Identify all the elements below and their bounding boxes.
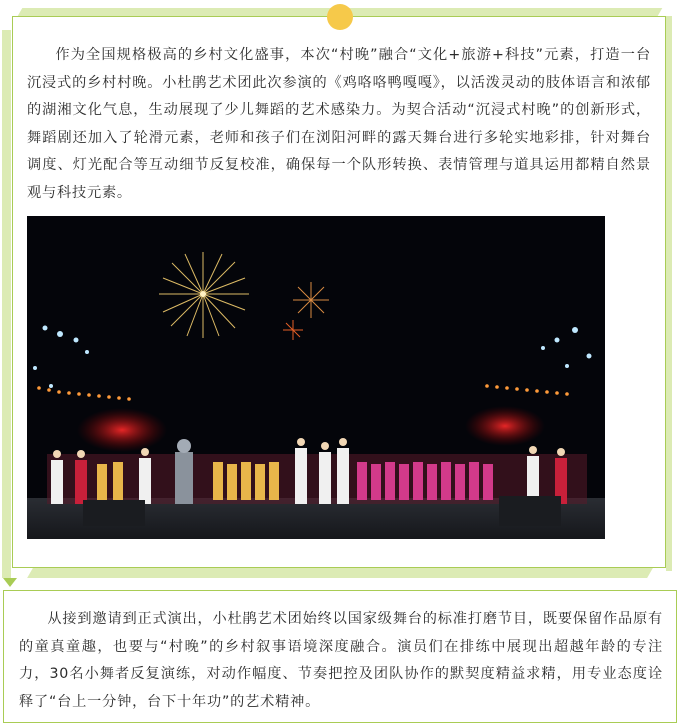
firework-medium [293,282,329,318]
red-glow-left [77,408,167,452]
yellow-dot-ornament [327,4,353,30]
stage-performance-photo [27,216,605,539]
decorative-right-band [666,16,672,571]
red-glow-right [465,406,545,446]
speaker-right [499,496,561,526]
triangle-marker-icon [3,578,17,587]
article-paragraph-1: 作为全国规格极高的乡村文化盛事，本次“村晚”融合“文化+旅游+科技”元素，打造一台沉浸式的乡村村晚。小杜鹃艺术团此次参演的《鸡咯咯鸭嘎嘎》，以活泼灵动的肢体语言和浓郁的湖湘文化气息，生动展现了少儿舞蹈的艺术感染力。为契合活动“沉浸式村晚”的创新形式，舞蹈剧还加入了轮滑元素，老师和孩子们在浏阳河畔的露天舞台进行多轮实地彩排，针对舞台调度、灯光配合等互动细节反复校准，确保每一个队形转换、表情管理与道具运用都精自然景观与科技元素。 [27,47,651,201]
speaker-left [83,500,145,526]
article-paragraph-2: 从接到邀请到正式演出，小杜鹃艺术团始终以国家级舞台的标准打磨节目，既要保留作品原有的童真童趣，也要与“村晚”的乡村叙事语境深度融合。演员们在排练中展现出超越年龄的专注力，30名小舞者反复演练，对动作幅度、节奏把控及团队协作的默契度精益求精，用专业态度诠释了“台上一分钟，台下十年功”的艺术精神。 [19,611,663,710]
decorative-bottom-band [27,568,653,578]
stage-photo-illustration [27,216,605,539]
decorative-side-band [2,30,11,578]
